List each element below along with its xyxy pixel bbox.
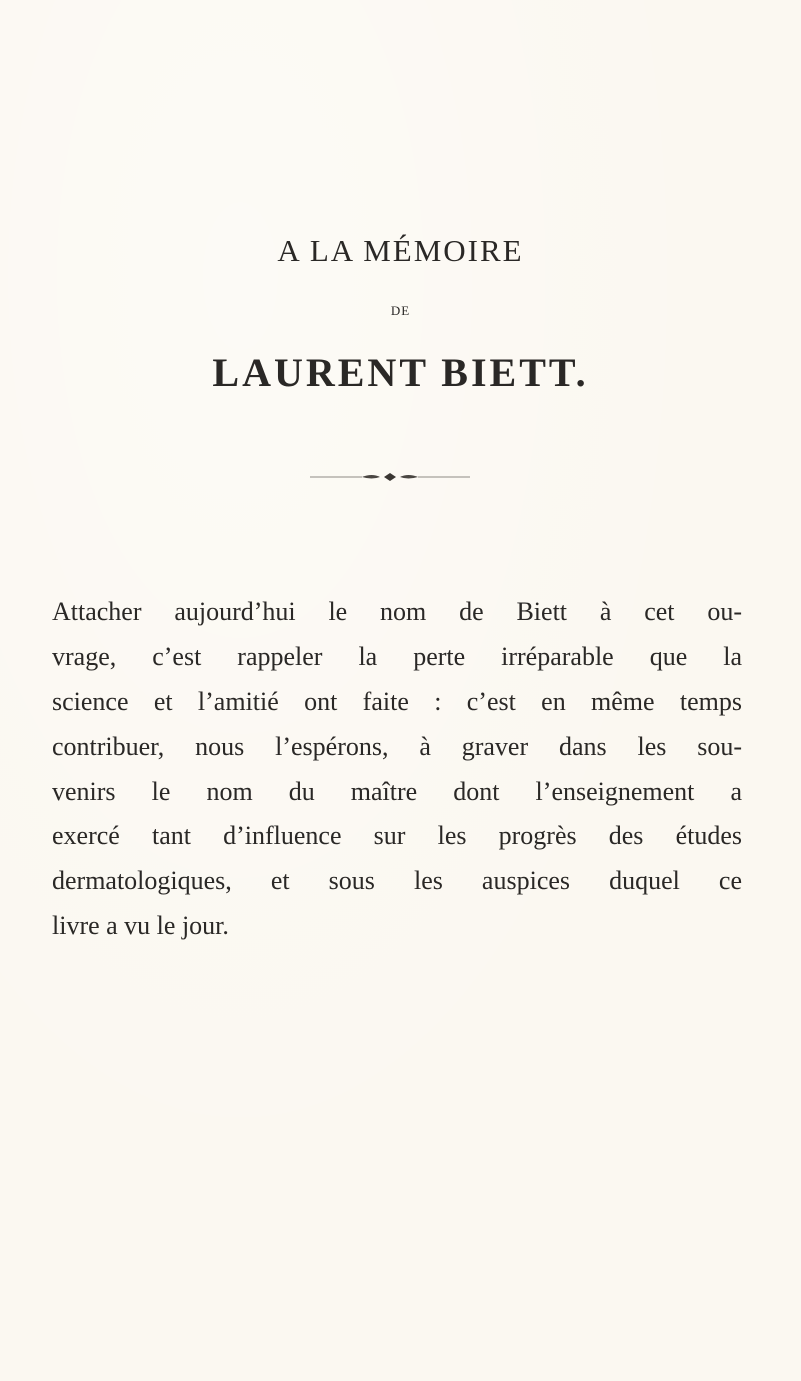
paragraph-line: livre a vu le jour. <box>52 911 229 941</box>
paragraph-line: dermatologiques, et sous les auspices duquel ce <box>52 866 742 896</box>
dedication-preposition: DE <box>390 303 411 318</box>
paragraph-line: exercé tant d’influence sur les progrès des études <box>52 821 742 851</box>
paragraph-line: Attacher aujourd’hui le nom de Biett à cet ou- <box>52 597 742 626</box>
paragraph-line: science et l’amitié ont faite : c’est en même temps <box>52 686 742 716</box>
paragraph-line: vrage, c’est rappeler la perte irréparable que la <box>52 641 742 671</box>
decorative-rule-icon <box>300 470 480 484</box>
dedication-paragraph <box>52 590 742 949</box>
paragraph-line: venirs le nom du maître dont l’enseignement a <box>52 776 742 806</box>
dedicatee-name: LAURENT BIETT. <box>212 350 589 395</box>
dedication-heading: A LA MÉMOIRE <box>277 233 524 268</box>
paragraph-line: contribuer, nous l’espérons, à graver dans les sou- <box>52 731 742 761</box>
